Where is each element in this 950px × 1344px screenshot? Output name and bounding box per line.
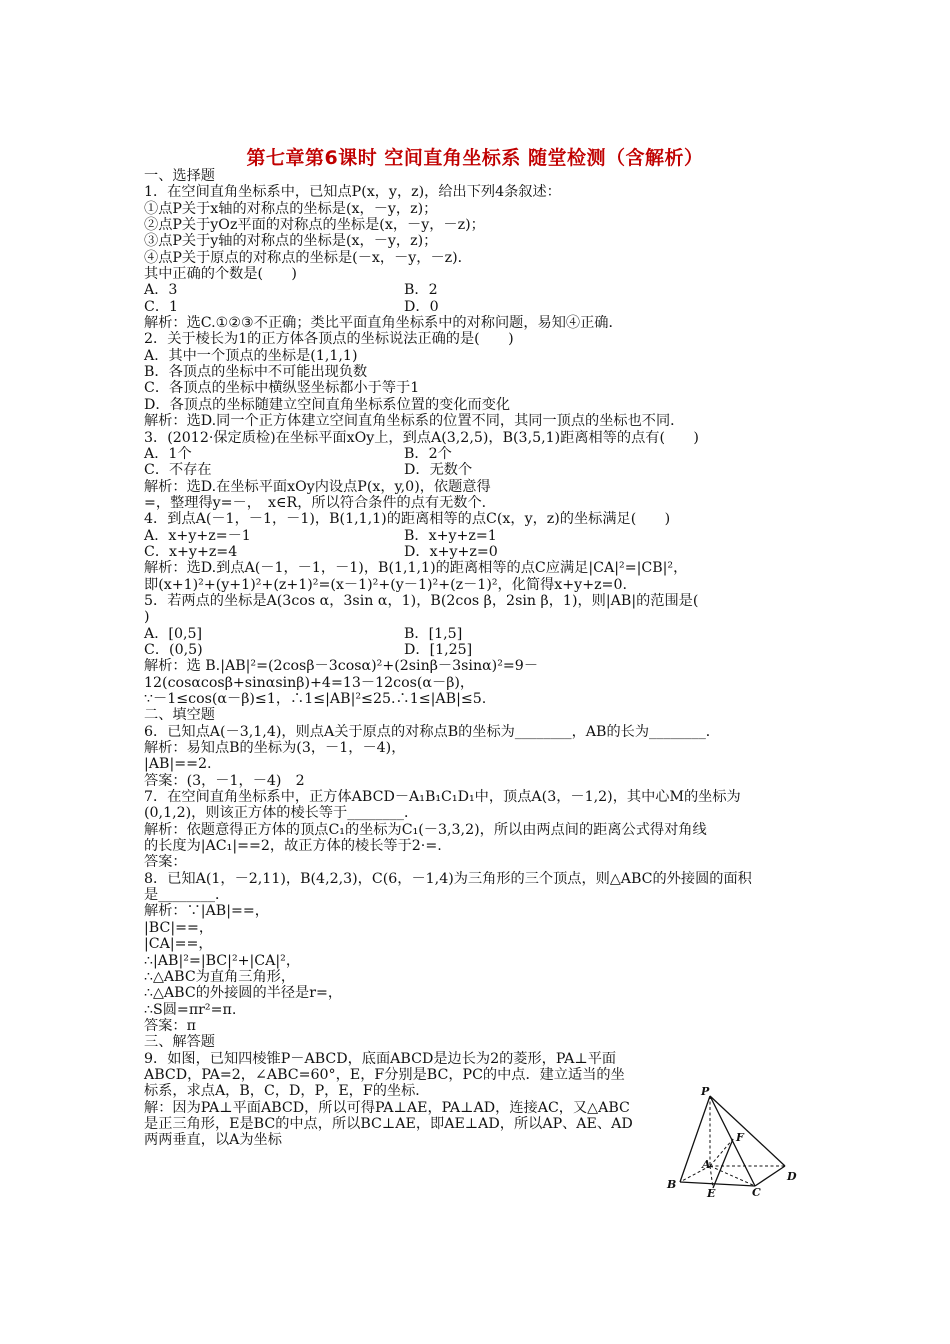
text-line: 二、填空题 (144, 707, 215, 724)
text-line: ∴S圆=πr²=π. (144, 1001, 237, 1018)
text-line: 答案：(3，－1，－4) 2 (144, 772, 305, 789)
text-line: 7．在空间直角坐标系中，正方体ABCD－A₁B₁C₁D₁中，顶点A(3，－1,2)，其中心M的坐标为 (144, 789, 741, 806)
label-p: P (701, 1085, 710, 1098)
option-text: B．[1,5] (404, 625, 463, 642)
option-text: C．1 (144, 298, 179, 315)
option-row (144, 642, 809, 658)
text-line: 解析：选D.到点A(－1，－1，－1)，B(1,1,1)的距离相等的点C应满足|CA|²=|CB|²， (144, 560, 688, 577)
document-body (144, 168, 809, 1149)
text-line: ∴|AB|²=|BC|²+|CA|²， (144, 952, 301, 969)
text-line: 解析：∵|AB|==， (144, 903, 269, 920)
text-line: ③点P关于y轴的对称点的坐标是(x，－y，z)； (144, 233, 438, 250)
option-text: D．无数个 (404, 462, 473, 479)
text-line: 9．如图，已知四棱锥P－ABCD，底面ABCD是边长为2的菱形，PA⊥平面 (144, 1050, 617, 1067)
text-line: 解：因为PA⊥平面ABCD，所以可得PA⊥AE，PA⊥AD，连接AC，又△ABC (144, 1099, 630, 1116)
text-line: ABCD，PA=2，∠ABC=60°，E，F分别是BC，PC的中点．建立适当的坐 (144, 1066, 625, 1083)
option-text: D．x+y+z=0 (404, 543, 498, 560)
label-f: F (736, 1131, 744, 1144)
text-line: 1．在空间直角坐标系中，已知点P(x，y，z)，给出下列4条叙述： (144, 184, 561, 201)
text-line: 标系，求点A，B，C，D，P，E，F的坐标． (144, 1083, 430, 1100)
text-line: 12(cosαcosβ+sinαsinβ)+4=13－12cos(α－β)， (144, 674, 475, 691)
text-line: =，整理得y=－， x∈R，所以符合条件的点有无数个． (144, 494, 496, 511)
text-line: |CA|==， (144, 936, 213, 953)
text-line: ②点P关于yOz平面的对称点的坐标是(x，－y，－z)； (144, 217, 485, 234)
label-b: B (667, 1178, 677, 1191)
text-line: 解析：选D.同一个正方体建立空间直角坐标系的位置不同，其同一顶点的坐标也不同． (144, 413, 685, 430)
text-line: 是正三角形，E是BC的中点，所以BC⊥AE，即AE⊥AD，所以AP、AE、AD (144, 1115, 633, 1132)
text-line: A．其中一个顶点的坐标是(1,1,1) (144, 347, 358, 364)
text-line: 解析：选D.在坐标平面xOy内设点P(x，y,0)，依题意得 (144, 478, 491, 495)
pyramid-figure (664, 1082, 799, 1197)
text-line: B．各顶点的坐标中不可能出现负数 (144, 364, 368, 381)
text-line: D．各顶点的坐标随建立空间直角坐标系位置的变化而变化 (144, 396, 511, 413)
text-line: 两两垂直，以A为坐标 (144, 1132, 282, 1149)
text-line: 4．到点A(－1，－1，－1)，B(1,1,1)的距离相等的点C(x，y，z)的坐标满足( ) (144, 511, 671, 528)
text-line: 即(x+1)²+(y+1)²+(z+1)²=(x－1)²+(y－1)²+(z－1)²，化简得x+y+z=0. (144, 576, 627, 593)
text-line: 6．已知点A(－3,1,4)，则点A关于原点的对称点B的坐标为________，AB的长为________． (144, 723, 720, 740)
option-text: C．(0,5) (144, 641, 203, 658)
text-line: 答案：π (144, 1017, 196, 1034)
text-line: 解析：选 B.|AB|²=(2cosβ－3cosα)²+(2sinβ－3sinα)²=9－ (144, 658, 539, 675)
label-a: A (702, 1158, 711, 1171)
text-line: ①点P关于x轴的对称点的坐标是(x，－y，z)； (144, 200, 438, 217)
text-line: C．各顶点的坐标中横纵竖坐标都小于等于1 (144, 380, 420, 397)
option-text: B．x+y+z=1 (404, 527, 497, 544)
option-text: B．2 (404, 282, 438, 299)
text-line: 5．若两点的坐标是A(3cos α，3sin α，1)，B(2cos β，2sin β，1)，则|AB|的范围是( (144, 592, 699, 609)
text-line: ∵－1≤cos(α－β)≤1，∴1≤|AB|²≤25.∴1≤|AB|≤5. (144, 691, 487, 707)
option-text: A．x+y+z=－1 (144, 527, 251, 544)
text-line: ∴△ABC的外接圆的半径是r=， (144, 985, 343, 1002)
text-line: ) (144, 609, 150, 626)
option-text: A．1个 (144, 445, 192, 462)
text-line: 的长度为|AC₁|==2，故正方体的棱长等于2·=. (144, 838, 442, 855)
option-text: C．x+y+z=4 (144, 543, 238, 560)
option-row (144, 282, 809, 298)
text-line: 三、解答题 (144, 1034, 215, 1051)
option-text: C．不存在 (144, 462, 212, 479)
text-line: 答案： (144, 854, 187, 871)
text-line: 2．关于棱长为1的正方体各顶点的坐标说法正确的是( ) (144, 331, 514, 348)
text-line: 解析：易知点B的坐标为(3，－1，－4)， (144, 740, 406, 757)
label-c: C (752, 1186, 761, 1197)
text-line: (0,1,2)，则该正方体的棱长等于________． (144, 805, 419, 822)
option-text: D．0 (404, 298, 439, 315)
text-line: 一、选择题 (144, 168, 215, 184)
page-title: 第七章第6课时 空间直角坐标系 随堂检测（含解析） (246, 147, 704, 169)
text-line: 解析：依题意得正方体的顶点C₁的坐标为C₁(－3,3,2)，所以由两点间的距离公式得对角线 (144, 821, 707, 838)
text-line: 是________． (144, 887, 230, 904)
text-line: 3．(2012·保定质检)在坐标平面xOy上，到点A(3,2,5)，B(3,5,1)距离相等的点有( ) (144, 429, 699, 446)
option-row (144, 626, 809, 642)
option-row (144, 462, 809, 478)
text-line: ④点P关于原点的对称点的坐标是(－x，－y，－z)． (144, 249, 472, 266)
option-text: A．3 (144, 282, 178, 299)
text-line: 解析：选C.①②③不正确；类比平面直角坐标系中的对称问题，易知④正确． (144, 315, 623, 332)
text-line: 8．已知A(1，－2,11)，B(4,2,3)，C(6，－1,4)为三角形的三个顶点，则△ABC的外接圆的面积 (144, 870, 752, 887)
option-text: B．2个 (404, 445, 452, 462)
text-line: |AB|==2. (144, 756, 212, 773)
option-row (144, 528, 809, 544)
label-e: E (707, 1187, 716, 1197)
text-line: 其中正确的个数是( ) (144, 266, 297, 283)
option-text: D．[1,25] (404, 641, 473, 658)
text-line: |BC|==， (144, 919, 214, 936)
label-d: D (787, 1170, 797, 1183)
option-text: A．[0,5] (144, 625, 203, 642)
option-row (144, 299, 809, 315)
text-line: ∴△ABC为直角三角形， (144, 968, 296, 985)
option-row (144, 544, 809, 560)
option-row (144, 446, 809, 462)
